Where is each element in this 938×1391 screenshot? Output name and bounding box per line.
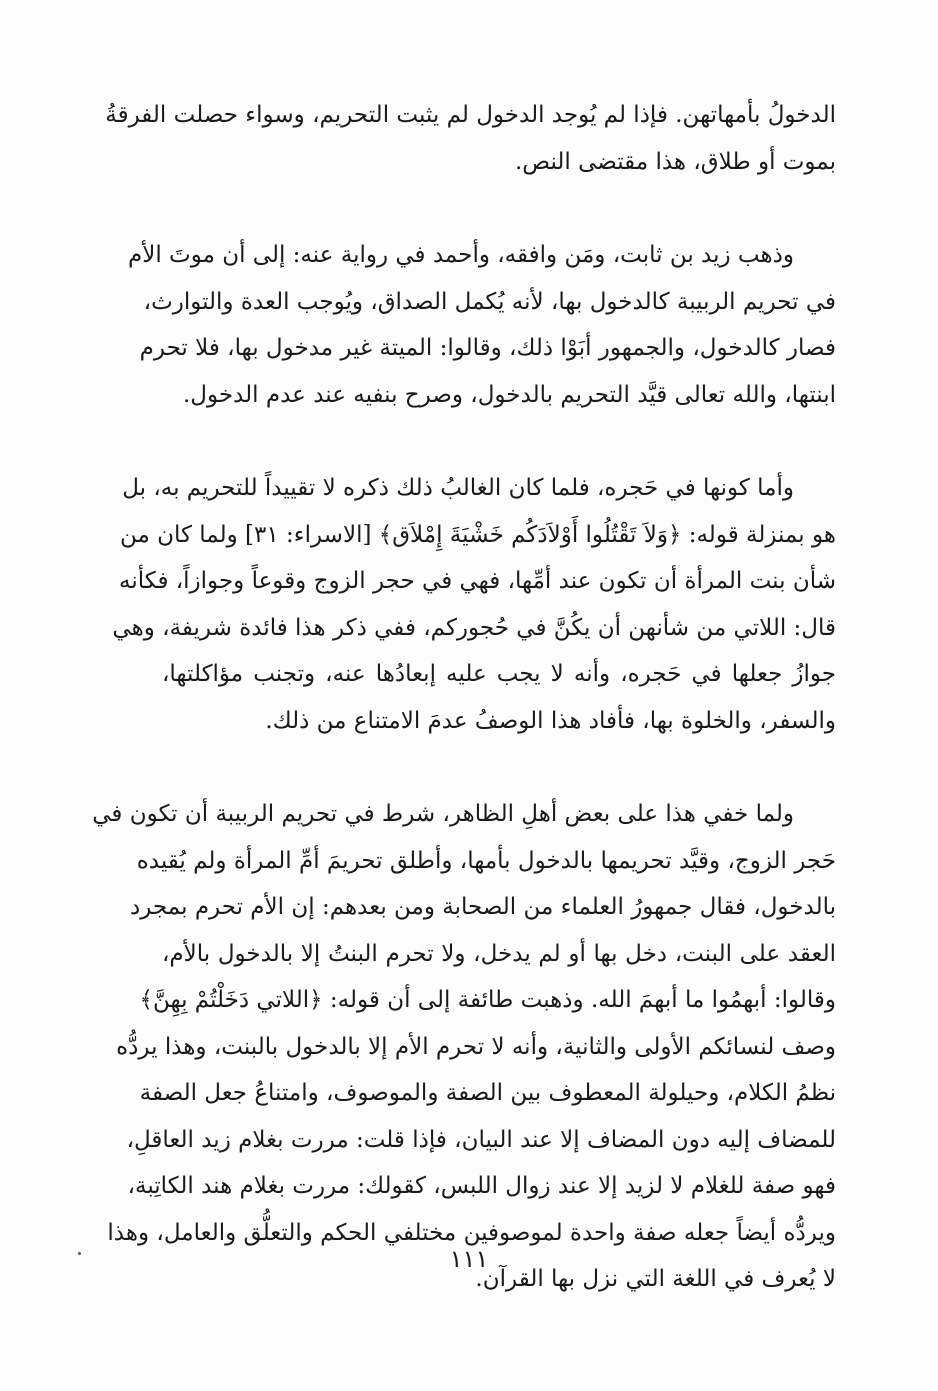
text-line: ولما خفي هذا على بعض أهلِ الظاهر، شرط في تحريم الربيبة أن تكون في bbox=[92, 801, 794, 827]
text-line: ابنتها، والله تعالى قيَّد التحريم بالدخول، وصرح بنفيه عند عدم الدخول. bbox=[182, 381, 836, 408]
text-line: وقالوا: أبهمُوا ما أبهمَ الله. وذهبت طائفة إلى أن قوله: ﴿اللاتي دَخَلْتُمْ بِهِنَّ﴾ bbox=[139, 987, 836, 1013]
paragraph-3 bbox=[112, 465, 836, 744]
text-line: شأن بنت المرأة أن تكون عند أمِّها، فهي في حجر الزوج وقوعاً وجوازاً، فكأنه bbox=[119, 568, 836, 594]
page-body bbox=[92, 92, 836, 1303]
text-line: بالدخول، فقال جمهورُ العلماء من الصحابة ومن بعدهم: إن الأم تحرم بمجرد bbox=[130, 894, 836, 920]
text-line: ويردُّه أيضاً جعله صفة واحدة لموصوفين مختلفي الحكم والتعلُّق والعامل، وهذا bbox=[107, 1219, 836, 1246]
paragraph-gap bbox=[162, 418, 836, 465]
paragraph-4 bbox=[92, 791, 836, 1303]
paragraph-gap bbox=[162, 744, 836, 791]
paragraph-2 bbox=[127, 232, 836, 418]
text-line: بموت أو طلاق، هذا مقتضى النص. bbox=[514, 148, 836, 175]
text-line: نظمُ الكلام، وحيلولة المعطوف بين الصفة والموصوف، وامتناعُ جعل الصفة bbox=[139, 1080, 836, 1106]
text-line: فهو صفة للغلام لا لزيد إلا عند زوال اللبس، كقولك: مررت بغلام هند الكاتِبة، bbox=[127, 1173, 836, 1199]
text-line: جوازُ جعلها في حَجره، وأنه لا يجب عليه إبعادُها عنه، وتجنب مؤاكلتها، bbox=[162, 661, 836, 687]
text-line: قال: اللاتي من شأنهن أن يكُنَّ في حُجوركم، ففي ذكر هذا فائدة شريفة، وهي bbox=[112, 614, 836, 641]
text-line: هو بمنزلة قوله: ﴿وَلاَ تَقْتُلُوا أَوْلاَدَكُم خَشْيَةَ إِمْلاَق﴾ [الاسراء: ٣١] ولما كان من bbox=[119, 521, 836, 548]
text-line: في تحريم الربيبة كالدخول بها، لأنه يُكمل الصداق، ويُوجب العدة والتوارث، bbox=[143, 288, 836, 315]
text-line: لا يُعرف في اللغة التي نزل بها القرآن. bbox=[475, 1266, 836, 1292]
text-line: العقد على البنت، دخل بها أو لم يدخل، ولا تحرم البنتُ إلا بالدخول بالأم، bbox=[162, 940, 836, 967]
text-line: والسفر، والخلوة بها، فأفاد هذا الوصفُ عدمَ الامتناع من ذلك. bbox=[265, 707, 836, 734]
paragraph-1 bbox=[105, 92, 836, 185]
text-line: للمضاف إليه دون المضاف إلا عند البيان، فإذا قلت: مررت بغلام زيد العاقلِ، bbox=[126, 1126, 836, 1153]
text-line: وذهب زيد بن ثابت، ومَن وافقه، وأحمد في رواية عنه: إلى أن موتَ الأم bbox=[127, 242, 794, 268]
paragraph-gap bbox=[162, 185, 836, 232]
text-line: فصار كالدخول، والجمهور أبَوْا ذلك، وقالوا: الميتة غير مدخول بها، فلا تحرم bbox=[139, 335, 836, 361]
text-line: حَجر الزوج، وقيَّد تحريمها بالدخول بأمها، وأطلق تحريمَ أمِّ المرأة ولم يُقيده bbox=[136, 847, 836, 874]
scan-speck bbox=[78, 1252, 81, 1255]
text-line: وأما كونها في حَجره، فلما كان الغالبُ ذلك ذكره لا تقييداً للتحريم به، بل bbox=[122, 475, 794, 501]
text-line: الدخولُ بأمهاتهن. فإذا لم يُوجد الدخول لم يثبت التحريم، وسواء حصلت الفرقةُ bbox=[105, 102, 836, 128]
text-line: وصف لنسائكم الأولى والثانية، وأنه لا تحرم الأم إلا بالدخول بالبنت، وهذا يردُّه bbox=[116, 1033, 836, 1060]
page-number: ١١١ bbox=[449, 1245, 489, 1273]
